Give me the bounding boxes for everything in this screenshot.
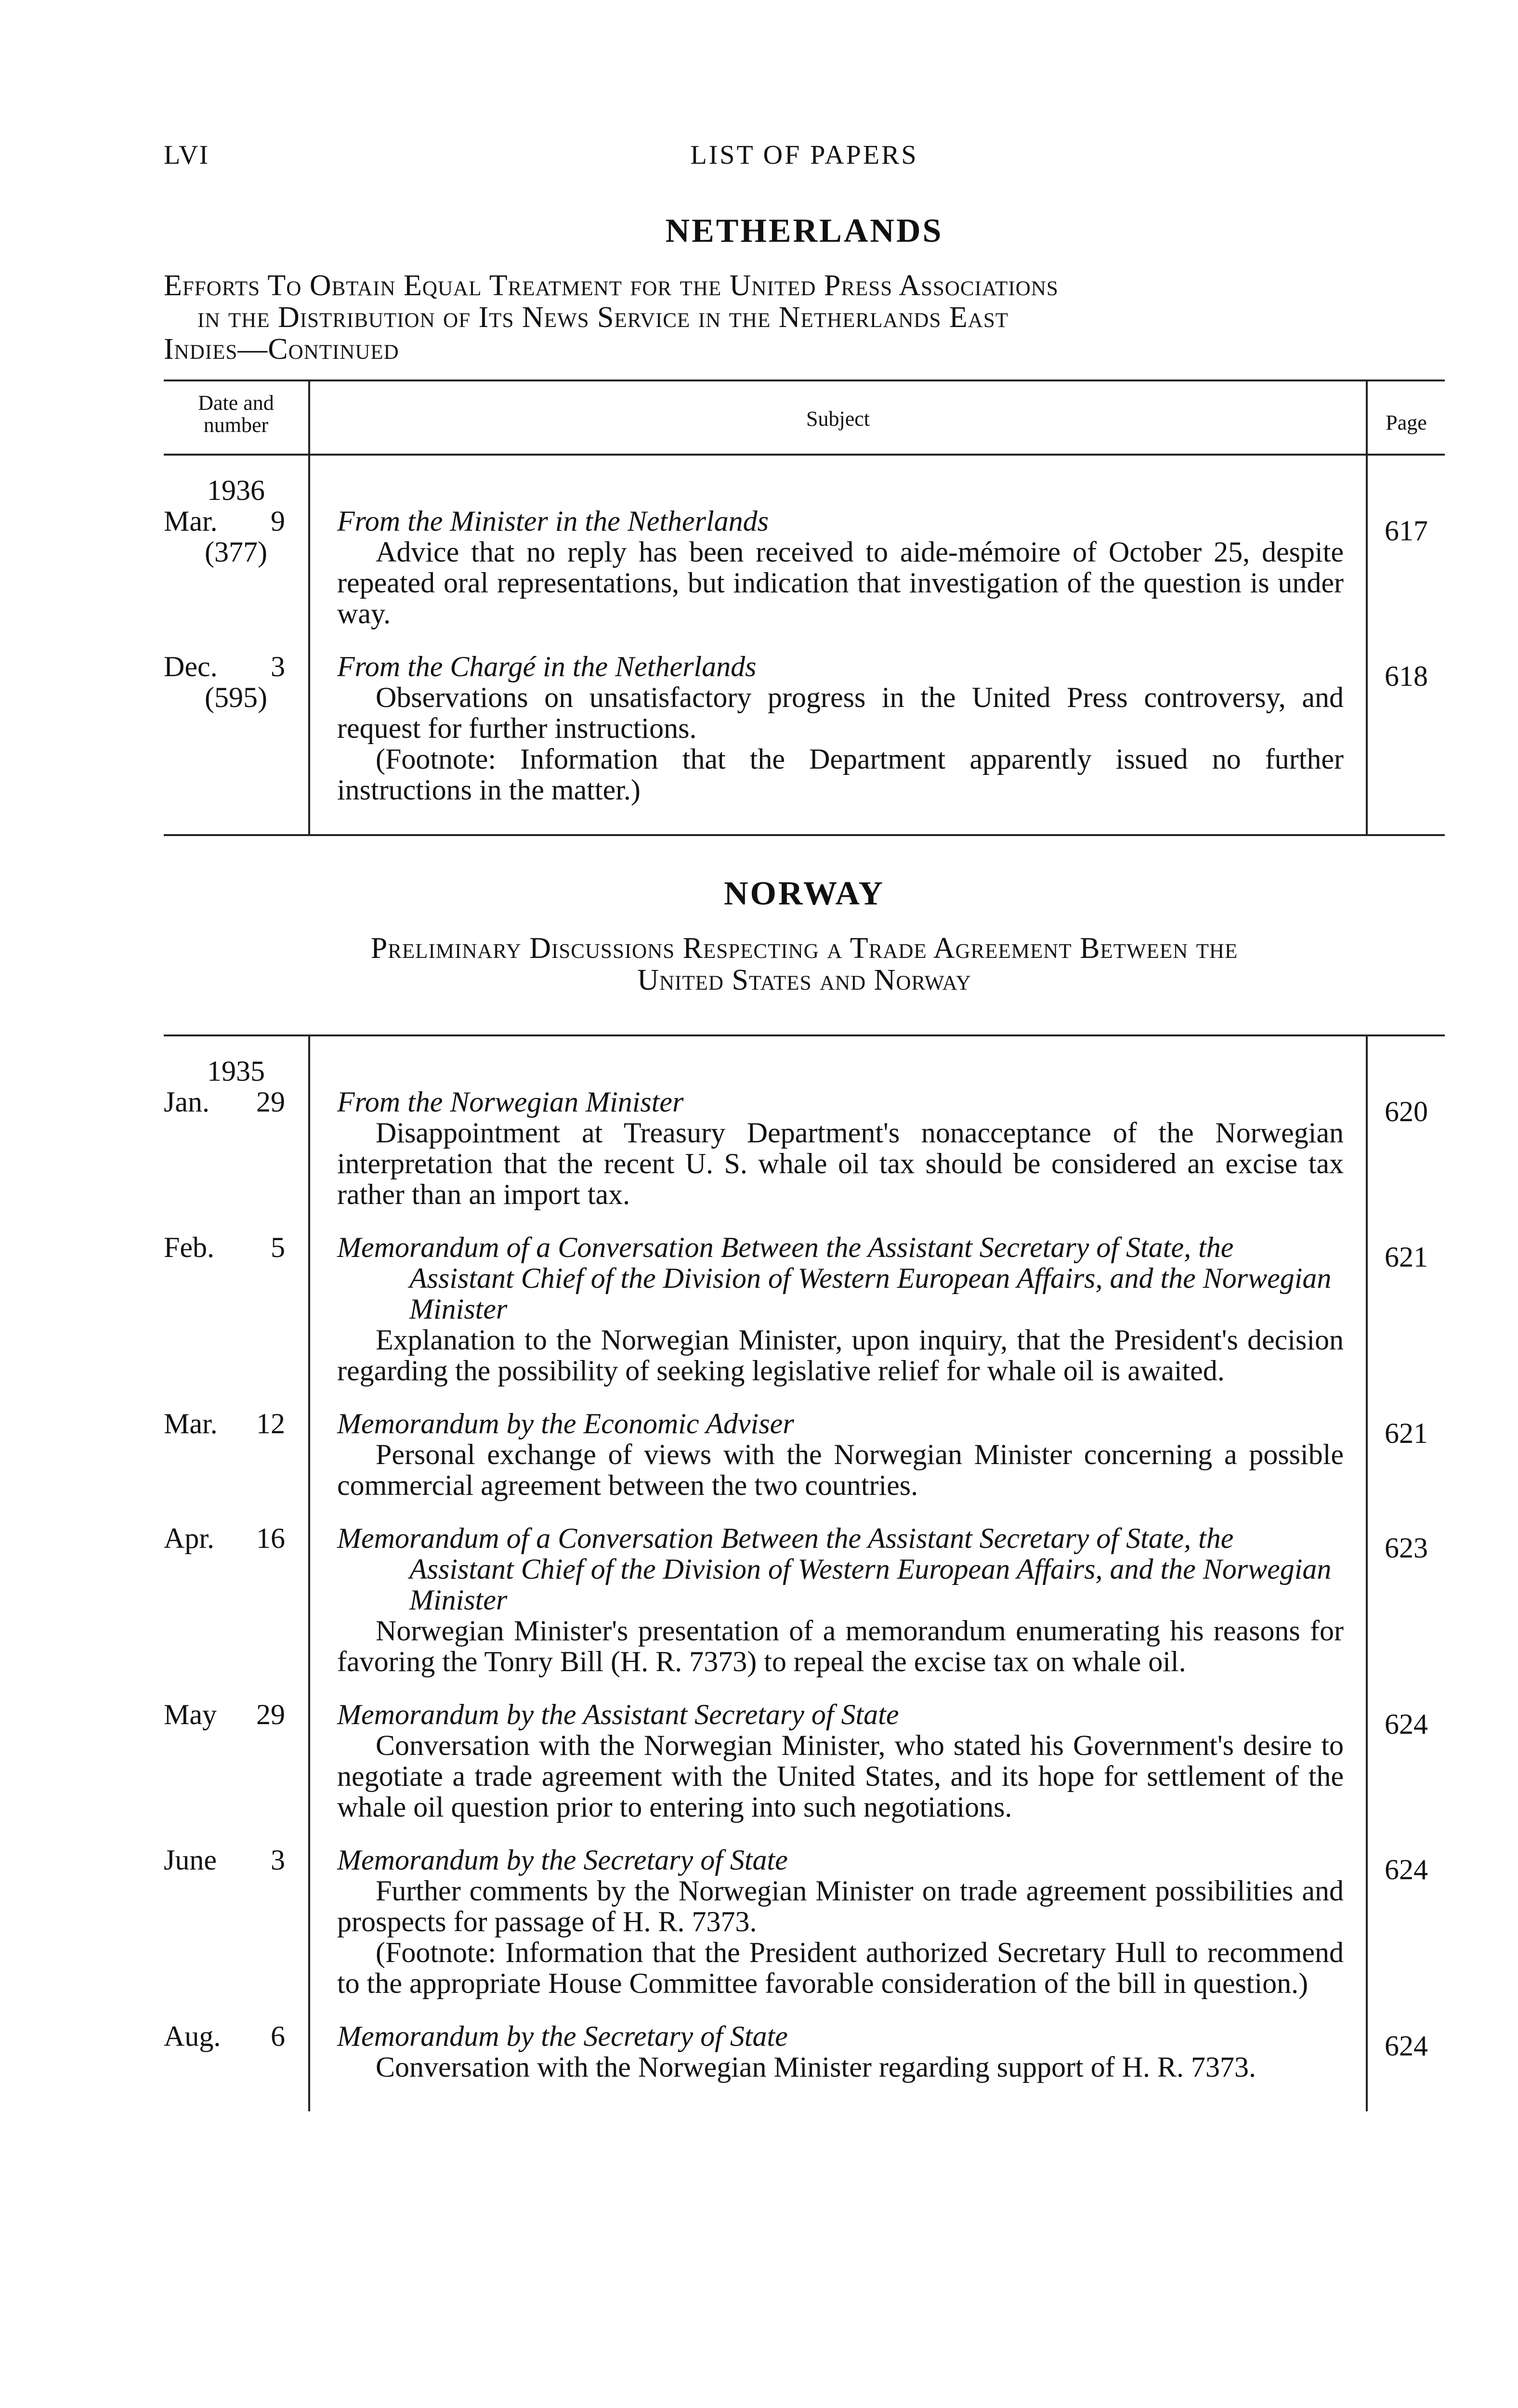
subject-cell (308, 1086, 1368, 1210)
document-summary: Observations on unsatisfactory progress in the United Press controversy, and request for further instructions. (337, 681, 1344, 744)
table-row (164, 1523, 1445, 1677)
document-source: Memorandum of a Conversation Between the Assistant Secretary of State, the Assistant Chief of the Division of Western European Affairs, and the Norwegian Minister (337, 1231, 1332, 1325)
year-label: 1935 (207, 1055, 265, 1087)
date-month: Jan. (164, 1086, 209, 1118)
page-number: 624 (1385, 2030, 1428, 2062)
subject-cell (308, 1232, 1368, 1386)
running-title: LIST OF PAPERS (690, 140, 918, 170)
subject-heading-line: in the Distribution of Its News Service in the Netherlands East (197, 301, 1009, 334)
document-source: Memorandum by the Secretary of State (337, 2020, 788, 2052)
date-month: June (164, 1844, 217, 1876)
table-body (164, 456, 1445, 834)
document-summary: Personal exchange of views with the Norwegian Minister concerning a possible commercial agreement between the two countries. (337, 1439, 1344, 1501)
table-row (164, 506, 1445, 629)
page (164, 140, 1445, 2111)
date-day: 3 (271, 1844, 285, 1876)
subject-cell (308, 506, 1368, 629)
date-month: Aug. (164, 2020, 221, 2052)
date-month: May (164, 1699, 217, 1730)
document-source: From the Norwegian Minister (337, 1086, 684, 1118)
document-summary: Advice that no reply has been received to aide-mémoire of October 25, despite repeated oral representations, but indication that investigation of the question is under way. (337, 536, 1344, 629)
date-day: 6 (271, 2020, 285, 2052)
date-day: 9 (271, 505, 285, 537)
table-row (164, 1232, 1445, 1386)
date-day: 29 (256, 1086, 285, 1118)
document-summary: Further comments by the Norwegian Minister on trade agreement possibilities and prospects for passage of H. R. 7373. (337, 1875, 1344, 1937)
table-row (164, 1086, 1445, 1210)
document-summary: Explanation to the Norwegian Minister, upon inquiry, that the President's decision regarding the possibility of seeking legislative relief for whale oil is awaited. (337, 1324, 1344, 1387)
page-number: 618 (1385, 660, 1428, 692)
document-source: Memorandum by the Assistant Secretary of State (337, 1699, 899, 1730)
table-row (164, 1699, 1445, 1822)
column-header-date-line: Date and (198, 391, 274, 415)
document-number: (377) (205, 536, 267, 568)
date-month: Mar. (164, 505, 218, 537)
country-heading-netherlands: NETHERLANDS (665, 212, 943, 249)
subject-cell (308, 1408, 1368, 1501)
table-row (164, 2021, 1445, 2082)
subject-heading-netherlands (164, 270, 1445, 365)
subject-cell (308, 1699, 1368, 1822)
subject-cell (308, 651, 1368, 805)
document-summary: Disappointment at Treasury Department's nonacceptance of the Norwegian interpretation that the recent U. S. whale oil tax should be considered an excise tax rather than an import tax. (337, 1117, 1344, 1210)
column-header-subject: Subject (806, 407, 870, 431)
document-source: From the Chargé in the Netherlands (337, 651, 757, 682)
date-cell (164, 1408, 308, 1501)
document-summary: Conversation with the Norwegian Minister regarding support of H. R. 7373. (376, 2051, 1256, 2083)
subject-heading-line: Indies—Continued (164, 333, 399, 366)
document-summary: Conversation with the Norwegian Minister, who stated his Government's desire to negotiate a trade agreement with the United States, and its hope for settlement of the whale oil question prior to entering into such negotiations. (337, 1729, 1344, 1823)
date-month: Feb. (164, 1231, 214, 1263)
document-source: From the Minister in the Netherlands (337, 505, 769, 537)
date-cell (164, 506, 308, 629)
document-footnote: (Footnote: Information that the President authorized Secretary Hull to recommend to the appropriate House Committee favorable consideration of the bill in question.) (337, 1937, 1344, 1999)
page-number: 620 (1385, 1096, 1428, 1127)
date-day: 12 (256, 1408, 285, 1440)
date-cell (164, 1232, 308, 1386)
page-number: 624 (1385, 1708, 1428, 1740)
date-cell (164, 651, 308, 805)
date-day: 3 (271, 651, 285, 682)
country-heading-norway: NORWAY (723, 875, 885, 912)
page-number: 624 (1385, 1854, 1428, 1885)
table-row (164, 651, 1445, 805)
date-cell (164, 2021, 308, 2082)
table-header (164, 381, 1445, 456)
year-label: 1936 (207, 474, 265, 506)
date-month: Dec. (164, 651, 218, 682)
subject-heading-line: Efforts To Obtain Equal Treatment for the United Press Associations (164, 269, 1059, 302)
document-source: Memorandum of a Conversation Between the Assistant Secretary of State, the Assistant Chief of the Division of Western European Affairs, and the Norwegian Minister (337, 1522, 1332, 1616)
page-folio: LVI (164, 140, 209, 170)
papers-table-norway (164, 1034, 1445, 2111)
document-source: Memorandum by the Economic Adviser (337, 1408, 794, 1440)
date-month: Mar. (164, 1408, 218, 1440)
table-row (164, 1408, 1445, 1501)
subject-cell (308, 2021, 1368, 2082)
subject-heading-line: Preliminary Discussions Respecting a Trade Agreement Between the (370, 932, 1238, 965)
table-row (164, 1845, 1445, 1999)
page-number: 617 (1385, 515, 1428, 547)
date-cell (164, 1845, 308, 1999)
date-cell (164, 1699, 308, 1822)
date-day: 5 (271, 1231, 285, 1263)
date-day: 29 (256, 1699, 285, 1730)
column-header-date (164, 392, 308, 436)
table-body (164, 1036, 1445, 2111)
subject-heading-line: United States and Norway (637, 964, 971, 996)
subject-cell (308, 1523, 1368, 1677)
running-head (164, 140, 1445, 183)
subject-heading-norway (164, 932, 1445, 996)
document-summary: Norwegian Minister's presentation of a memorandum enumerating his reasons for favoring the Tonry Bill (H. R. 7373) to repeal the excise tax on whale oil. (337, 1615, 1344, 1677)
date-cell (164, 1086, 308, 1210)
subject-cell (308, 1845, 1368, 1999)
page-number: 621 (1385, 1417, 1428, 1449)
column-header-page: Page (1386, 411, 1427, 434)
document-source: Memorandum by the Secretary of State (337, 1844, 788, 1876)
page-number: 621 (1385, 1241, 1428, 1273)
date-day: 16 (256, 1522, 285, 1554)
document-number: (595) (205, 681, 267, 713)
papers-table-netherlands (164, 380, 1445, 836)
column-header-date-line: number (203, 413, 269, 437)
page-number: 623 (1385, 1532, 1428, 1564)
document-footnote: (Footnote: Information that the Department apparently issued no further instructions in the matter.) (337, 743, 1344, 806)
date-cell (164, 1523, 308, 1677)
date-month: Apr. (164, 1522, 214, 1554)
